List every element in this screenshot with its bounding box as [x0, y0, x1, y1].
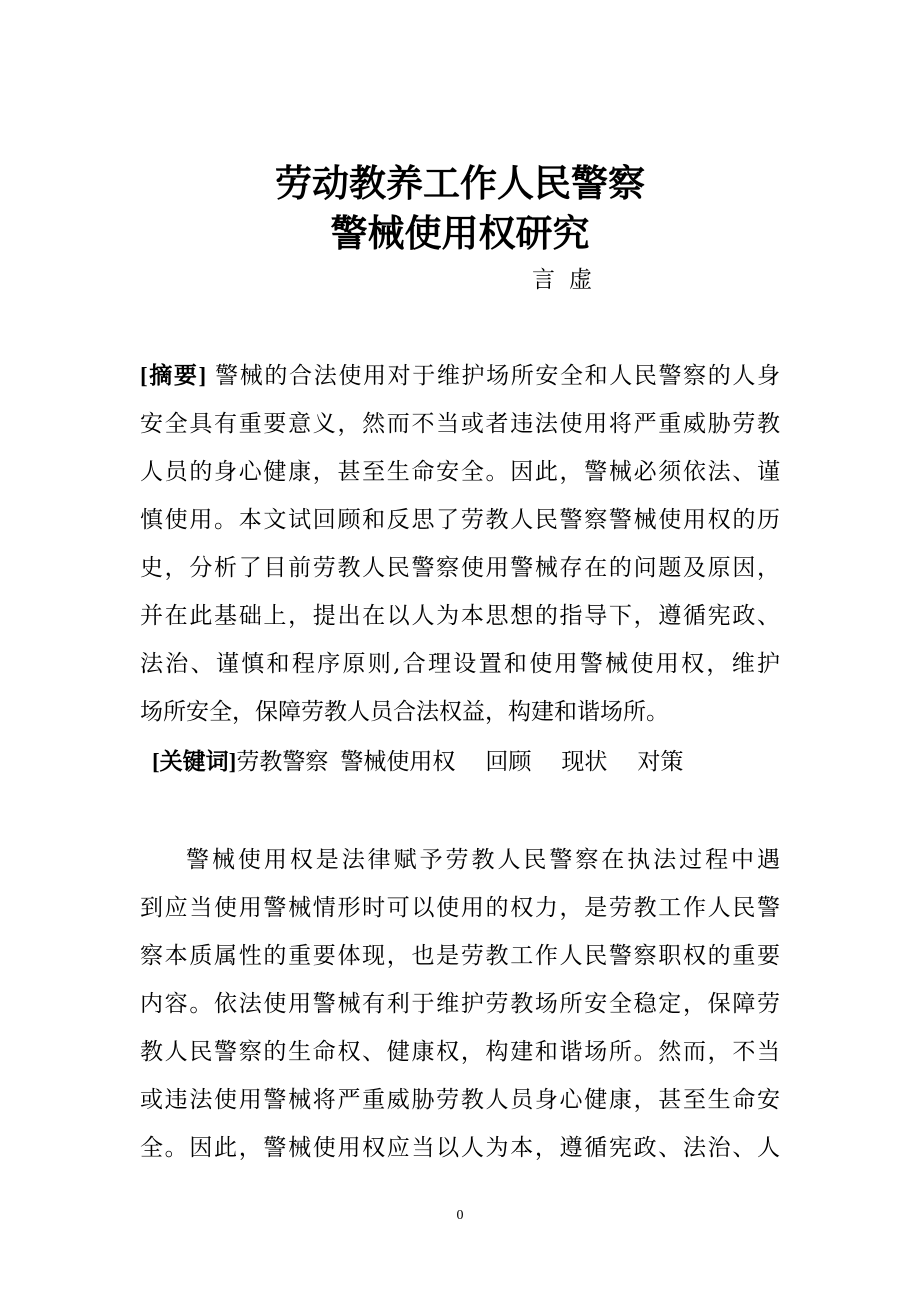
author: [532, 264, 606, 296]
keyword: 对策: [637, 749, 684, 775]
author-char-1: 言: [532, 267, 555, 293]
keywords: [152, 746, 683, 778]
abstract-line-1: [140, 360, 780, 392]
title-line-2: 警械使用权研究: [330, 212, 590, 255]
keyword: 现状: [561, 749, 608, 775]
body-line-7: 全。因此，警械使用权应当以人为本，遵循宪政、法治、人: [140, 1135, 780, 1161]
abstract-line-4: 慎使用。本文试回顾和反思了劳教人民警察警械使用权的历: [140, 507, 780, 533]
abstract-text: 警械的合法使用对于维护场所安全和人民警察的人身: [215, 363, 781, 389]
body-line-6: 或违法使用警械将严重威胁劳教人员身心健康，甚至生命安: [140, 1087, 780, 1113]
abstract-line-6: 并在此基础上，提出在以人为本思想的指导下，遵循宪政、: [140, 603, 780, 629]
abstract-line-2: 安全具有重要意义，然而不当或者违法使用将严重威胁劳教: [140, 411, 780, 437]
body-line-4: 内容。依法使用警械有利于维护劳教场所安全稳定，保障劳: [140, 991, 780, 1017]
abstract-line-5: 史，分析了目前劳教人民警察使用警械存在的问题及原因，: [140, 555, 780, 581]
body-line-5: 教人民警察的生命权、健康权，构建和谐场所。然而，不当: [140, 1039, 780, 1065]
keyword: 劳教警察: [236, 749, 329, 775]
abstract-label: [摘要]: [140, 363, 207, 388]
abstract-line-8: 场所安全，保障劳教人员合法权益，构建和谐场所。: [140, 699, 669, 725]
body-line-2: 到应当使用警械情形时可以使用的权力，是劳教工作人民警: [140, 895, 780, 921]
page-number: 0: [456, 1208, 464, 1223]
author-char-2: 虚: [569, 267, 592, 293]
keyword: 警械使用权: [340, 749, 456, 775]
abstract-line-7: 法治、谨慎和程序原则,合理设置和使用警械使用权，维护: [140, 651, 780, 677]
keywords-label: [关键词]: [152, 749, 237, 774]
body-line-3: 察本质属性的重要体现，也是劳教工作人民警察职权的重要: [140, 943, 780, 969]
keyword: 回顾: [485, 749, 532, 775]
title-line-1: 劳动教养工作人民警察: [275, 162, 645, 205]
abstract-line-3: 人员的身心健康，甚至生命安全。因此，警械必须依法、谨: [140, 459, 780, 485]
body-line-1: 警械使用权是法律赋予劳教人民警察在执法过程中遇: [186, 847, 780, 873]
